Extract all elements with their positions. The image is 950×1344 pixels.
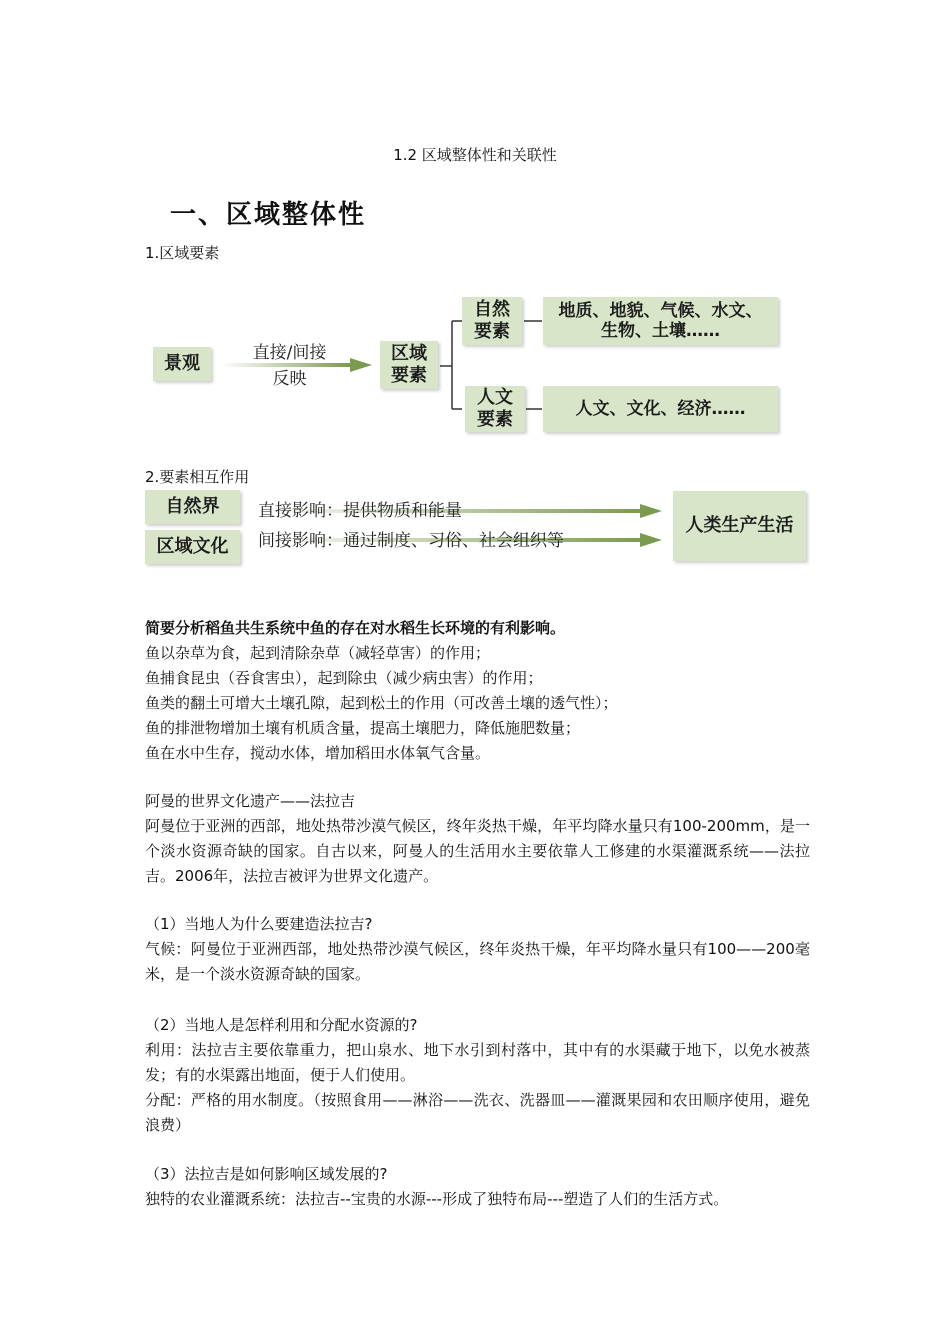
human-elements-box: 人文 要素 <box>465 386 525 432</box>
answer-line: 鱼类的翻土可增大土壤孔隙，起到松土的作用（可改善土壤的透气性）； <box>145 694 618 712</box>
answer-3: 独特的农业灌溉系统：法拉吉--宝贵的水源---形成了独特布局---塑造了人们的生活方式。 <box>145 1190 729 1208</box>
question-2: （2）当地人是怎样利用和分配水资源的? <box>145 1016 418 1034</box>
question-1: （1）当地人为什么要建造法拉吉? <box>145 915 373 933</box>
answer-line: 鱼在水中生存，搅动水体，增加稻田水体氧气含量。 <box>145 744 491 762</box>
section-heading: 一、区域整体性 <box>170 200 367 230</box>
region-elements-box: 区域 要素 <box>380 341 438 389</box>
answer-line: 鱼的排泄物增加土壤有机质含量，提高土壤肥力，降低施肥数量； <box>145 719 581 737</box>
regional-culture-box: 区域文化 <box>145 530 240 564</box>
answer-1: 气候：阿曼位于亚洲西部，地处热带沙漠气候区，终年炎热干燥，年平均降水量只有100——200毫米，是一个淡水资源奇缺的国家。 <box>145 940 810 983</box>
direct-influence-label: 直接影响：提供物质和能量 <box>258 501 462 521</box>
oman-title: 阿曼的世界文化遗产——法拉吉 <box>145 792 356 810</box>
question-3: （3）法拉吉是如何影响区域发展的? <box>145 1165 388 1183</box>
rice-fish-question: 简要分析稻鱼共生系统中鱼的存在对水稻生长环境的有利影响。 <box>145 619 566 637</box>
indirect-influence-label: 间接影响：通过制度、习俗、社会组织等 <box>258 531 564 551</box>
diagram2-heading: 2.要素相互作用 <box>145 468 250 486</box>
answer-2-distribution: 分配：严格的用水制度。（按照食用——淋浴——洗衣、洗器皿——灌溉果园和农田顺序使用，避免浪费） <box>145 1091 810 1134</box>
rice-fish-section <box>145 616 810 766</box>
question3-section <box>145 1162 810 1212</box>
oman-paragraph: 阿曼位于亚洲的西部，地处热带沙漠气候区，终年炎热干燥，年平均降水量只有100-200mm，是一个淡水资源奇缺的国家。自古以来，阿曼人的生活用水主要依靠人工修建的水渠灌溉系统——法拉吉。2006年，法拉吉被评为世界文化遗产。 <box>145 817 810 885</box>
answer-line: 鱼捕食昆虫（吞食害虫），起到除虫（减少病虫害）的作用； <box>145 669 543 687</box>
answer-2-use: 利用：法拉吉主要依靠重力，把山泉水、地下水引到村落中，其中有的水渠藏于地下，以免水被蒸发；有的水渠露出地面，便于人们使用。 <box>145 1041 810 1084</box>
landscape-box: 景观 <box>153 347 211 381</box>
human-elements-detail: 人文、文化、经济…… <box>543 386 778 432</box>
question2-section <box>145 1013 810 1138</box>
human-life-box: 人类生产生活 <box>673 491 806 561</box>
arrow-label-reflect: 反映 <box>272 369 307 389</box>
question1-section <box>145 912 810 987</box>
oman-section <box>145 789 810 889</box>
answer-line: 鱼以杂草为食，起到清除杂草（减轻草害）的作用； <box>145 644 491 662</box>
diagram1-heading: 1.区域要素 <box>145 244 220 262</box>
natural-elements-box: 自然 要素 <box>462 297 522 345</box>
document-title: 1.2 区域整体性和关联性 <box>393 146 557 164</box>
arrow-label-direct-indirect: 直接/间接 <box>252 343 327 363</box>
nature-box: 自然界 <box>145 490 240 524</box>
natural-elements-detail: 地质、地貌、气候、水文、 生物、土壤…… <box>543 297 778 345</box>
